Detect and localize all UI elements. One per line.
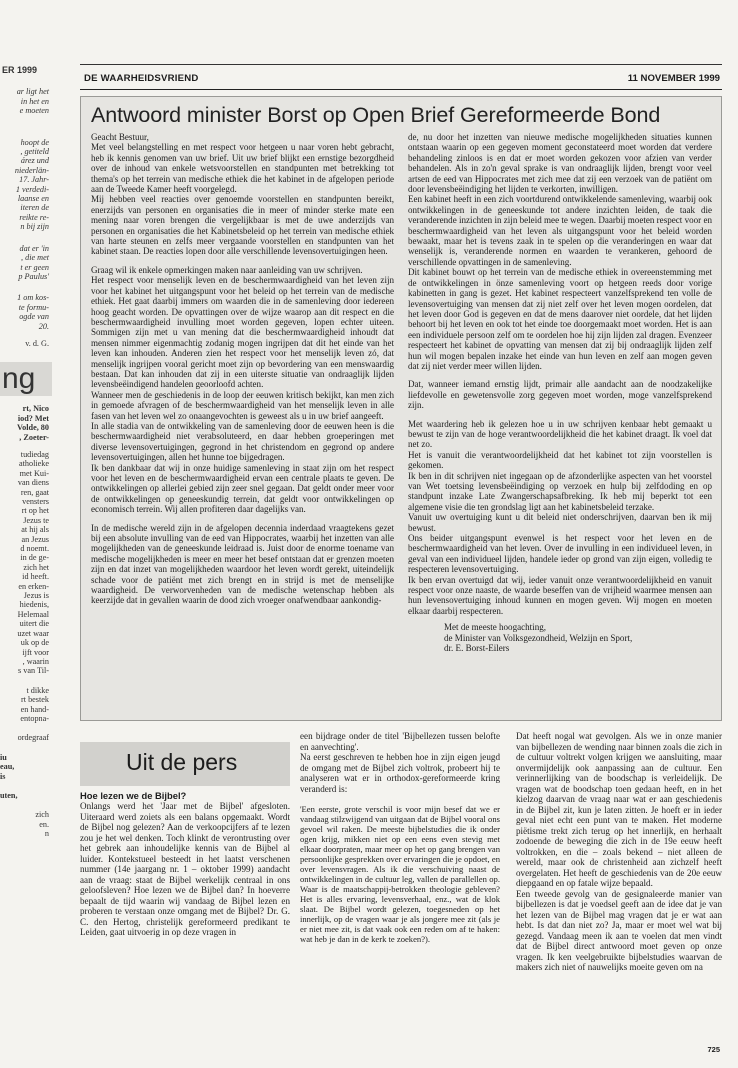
strip-block-e <box>0 404 52 442</box>
strip-line: iteren de <box>20 203 49 213</box>
strip-line: ren, gaat <box>20 487 49 497</box>
strip-line: dat er 'in <box>19 243 49 253</box>
strip-line: is <box>0 771 6 781</box>
signoff-line: dr. E. Borst-Eilers <box>444 643 510 654</box>
strip-block-c <box>0 244 52 282</box>
letter-article-box <box>80 96 722 721</box>
article-paragraph: de, nu door het inzetten van nieuwe medische mogelijkheden situaties kunnen ontstaan waarin op een gegeven moment geconstateerd moet worden dat verdere behandeling zinloos is en dat er moet worden gekozen voor afzien van verder behandelen. Als in zo'n geval sprake is van ondraaglijk lijden, brengt voor veel artsen de eed van Hippocrates met zich mee dat zij een verzoek van de patiënt om door levensbeëindiging het lijden te verkorten, inwilligen. Een kabinet heeft in een zich voortdurend ontwikkelende samenleving, waarbij ook ontwikkelingen in de geneeskunde tot andere inzichten leiden, de taak die veranderende inzichten in zijn beleid mee te wegen. Daarbij moeten respect voor en beschermwaardigheid van het leven als uitgangspunt voor het beleid worden bewaakt, maar het is tevens zaak in te spelen op die veranderingen en waar dat wenselijk is, veranderende normen en waarden te verankeren, gehoord de verschillende opvattingen in de samenleving. Dit kabinet bouwt op het terrein van de medische ethiek in overeenstemming met de ontwikkelingen in önze samenleving voort op hetgeen reeds door vorige kabinetten in gang is gezet. Het kabinet respecteert vanzelfsprekend ten volle de levensovertuiging van mensen dat zij niet zelf over het leven mogen oordelen, dat het leven door God is gegeven en dat de mens daarover niet oordele, dat het lijden behoort bij het leven en ook tot het einde toe doorgemaakt moet worden. Het is aan een individuele persoon zelf om te oordelen hoe hij zijn lijden zal dragen. Evenzeer respecteert het kabinet de opvatting van mensen dat zij bij ondraaglijk lijden zelf hun wil mogen bepalen inzake het einde van hun leven en zelf aan mogen geven dat zij niet verder meer willen lijden. <box>408 132 712 371</box>
pers-paragraph: Dat heeft nogal wat gevolgen. Als we in onze manier van bijbellezen de wending naar binnen zoals die zich in de cultuur voltrekt volgen krijgen we aansluiting, maar onvermijdelijk ook aanpassing aan de cultuur. Een verinnerlijking van de boodschap is verleidelijk. De vragen wat de boodschap toen gedaan heeft, en in het kielzog daarvan de vraag naar wat er aan geschiedenis in de Bijbel zit, kun je laten zitten. Je hoeft er in ieder geval niet echt een punt van te maken. Het moderne piëtisme trekt zich terug op het innerlijk, en herhaalt zodoende de beweging die zich in de 19e eeuw heeft voltrokken, en die – zoals bekend – niet alleen de wereld, maar ook de christenheid aan zichzelf heeft overgelaten. Het heeft de geschiedenis van de 20e eeuw diepgaand en op fatale wijze bepaald. Een tweede gevolg van de gesignaleerde manier van bijbellezen is dat je voedsel geeft aan de idee dat je van het lezen van de Bijbel mag vragen dat je er wat aan hebt. Is dat dan niet zo? Ja, maar er moet wel wat bij gezegd. Vandaag meen ik aan te voelen dat men vindt dat de Bijbel direct antwoord moet geven op onze vragen. Ik ken veelgebruikte bijbelstudies waarvan de makers zich niet of nauwelijks moeite geven om na <box>516 731 722 972</box>
strip-line: ijft voor <box>22 647 49 657</box>
pers-subhead: Hoe lezen we de Bijbel? <box>80 790 187 801</box>
strip-line: en erken- <box>18 581 49 591</box>
pers-column-3 <box>516 731 722 973</box>
strip-line: entopna- <box>20 713 49 723</box>
strip-line: , getiteld <box>20 147 49 157</box>
strip-line: an Jezus <box>21 534 49 544</box>
strip-line: in het en <box>20 96 49 106</box>
header-top-rule <box>80 64 722 65</box>
issue-date: 11 NOVEMBER 1999 <box>627 73 720 84</box>
strip-line: ar ligt het <box>16 87 49 97</box>
section-banner <box>80 742 290 786</box>
strip-line: zich het <box>23 562 49 572</box>
strip-line: uten, <box>0 790 18 800</box>
strip-line: t er geen <box>20 262 49 272</box>
strip-line: rt, Nico <box>22 404 49 414</box>
strip-line: Jezus te <box>23 515 49 525</box>
strip-block-j <box>0 791 52 800</box>
strip-line: reikte re- <box>19 212 49 222</box>
adjacent-page-strip <box>0 66 52 1016</box>
strip-line: d noemt. <box>20 544 49 554</box>
strip-header: ER 1999 <box>2 66 38 75</box>
strip-block-a <box>0 87 52 115</box>
strip-line: e moeten <box>19 106 49 116</box>
strip-line: id heeft. <box>22 572 49 582</box>
pers-paragraph: Onlangs werd het 'Jaar met de Bijbel' afgesloten. Uiteraard werd zoiets als een balans opgemaakt. Wordt de Bijbel nog gelezen? Aan de verkoopcijfers af te lezen zou je het wel denken. Toch klinkt de verontrusting over het gebrek aan inhoudelijke kennis van de Bijbel al luider. Kontekstueel besteedt in het laatst verschenen nummer (14e jaargang nr. 1 – oktober 1999) aandacht aan de vraag: staat de Bijbel werkelijk centraal in ons geloofsleven? Hoe lezen we de Bijbel dan? In hoeverre bepaalt de tijd waarin wij vandaag de Bijbel lezen en proberen te verstaan onze omgang met de Bijbel? Dr. G. C. den Hertog, christelijk gereformeerd predikant te Leiden, gaat uitvoerig in op deze vragen in <box>80 801 290 937</box>
strip-line: rt op het <box>21 506 49 516</box>
strip-line: s van Til- <box>18 666 49 676</box>
article-headline: Antwoord minister Borst op Open Brief Gereformeerde Bond <box>91 103 661 127</box>
strip-line: uk op de <box>20 638 49 648</box>
strip-line: hoopt de <box>20 137 49 147</box>
page-number: 725 <box>707 1045 720 1054</box>
strip-line: 1 om kos- <box>17 293 49 303</box>
strip-line: p Paulus' <box>18 271 49 281</box>
strip-big-heading: ng <box>0 362 52 396</box>
strip-line: rt bestek <box>21 695 49 705</box>
strip-block-h <box>0 733 52 742</box>
article-paragraph: Geacht Bestuur, Met veel belangstelling en met respect voor hetgeen u naar voren hebt gebracht, heb ik kennis genomen van uw brief. Uit uw brief blijkt een ernstige bezorgdheid over de inhoud van enkele wetsvoorstellen en standpunten met betrekking tot thema's op het terrein van medische ethiek die het kabinet in de afgelopen periode aan de Tweede Kamer heeft voorgelegd. Mij hebben veel reacties over genoemde voorstellen en standpunten bereikt, enerzijds van personen en organisaties die in meer of minder sterke mate een mening naar voren brengen die vergelijkbaar is met de uwe anderzijds van personen en organisaties die het Kabinetsbeleid op het terrein van medische ethiek van harte steunen en zelfs meer vergaande voorstellen en standpunten van het kabinet staan. De reacties lopen door alle verschillende levensovertuigingen heen. <box>91 132 394 257</box>
strip-line: n <box>44 829 49 839</box>
strip-line: iod? Met <box>17 413 49 423</box>
strip-line: ogde van <box>19 312 49 322</box>
strip-block-k <box>0 810 52 838</box>
strip-line: at hij als <box>21 525 49 535</box>
signoff-line: Met de meeste hoogachting, <box>444 622 546 633</box>
strip-line: eau, <box>0 762 15 772</box>
strip-line: 20. <box>38 321 49 331</box>
strip-line: niederlän- <box>14 165 49 175</box>
strip-block-g <box>0 686 52 724</box>
strip-line: árez und <box>20 156 49 166</box>
strip-line: vensters <box>22 497 49 506</box>
strip-signature: v. d. G. <box>25 338 49 348</box>
strip-line: , waarin <box>22 656 49 666</box>
strip-line: 1 verdedi- <box>15 184 49 194</box>
strip-line: van diens <box>17 478 49 488</box>
strip-line: in de ge- <box>20 553 49 563</box>
strip-line: , die met <box>21 253 49 263</box>
strip-line: te formu- <box>18 302 49 312</box>
article-paragraph: Dat, wanneer iemand ernstig lijdt, primair alle aandacht aan de noodzakelijke liefdevolle en gewetensvolle zorg gegeven moet worden, moge vanzelfsprekend zijn. <box>408 379 712 411</box>
strip-line: , Zoeter- <box>19 432 49 442</box>
strip-line: laanse en <box>17 194 49 204</box>
strip-line: n bij zijn <box>20 222 49 232</box>
strip-line: Volde, 80 <box>17 423 49 433</box>
strip-line: ordegraaf <box>17 733 49 743</box>
strip-line: tudiedag <box>20 449 49 459</box>
strip-line: hiedenis, <box>19 600 49 610</box>
strip-block-f <box>0 450 52 676</box>
article-column-1 <box>91 132 394 606</box>
page-header <box>80 72 722 86</box>
signoff-line: de Minister van Volksgezondheid, Welzijn en Sport, <box>444 632 633 643</box>
strip-line: iu <box>0 752 7 762</box>
pers-column-2 <box>300 731 500 944</box>
strip-block-d <box>0 293 52 331</box>
strip-line: met Kui- <box>19 468 49 478</box>
signoff <box>408 622 712 653</box>
strip-line: en hand- <box>20 704 49 714</box>
strip-line: 17. Jahr- <box>19 175 49 185</box>
strip-block-b <box>0 138 52 232</box>
article-paragraph: Graag wil ik enkele opmerkingen maken naar aanleiding van uw schrijven. Het respect voor menselijk leven en de beschermwaardigheid van het leven zijn voor het kabinet het uitgangspunt voor het beleid op het terrein van de medische ethiek. Het gaat daarbij immers om waarden die in de samenleving door iedereen hoog geacht worden. De opvattingen over de wijze waarop aan dit respect en die beschermwaardigheid invulling moet worden gegeven, lopen echter uiteen. Sommigen zijn met u van mening dat die beschermwaardigheid inhoudt dat mensen nimmer eigenmachtig zodanig mogen ingrijpen dat dit het einde van het leven kan inhouden. Anderen zien het respect voor het menselijk leven zó, dat menselijk ingrijpen vooral gericht moet zijn op bevordering van een menswaardig bestaan. Dat kan inhouden dat zij in een uiterste situatie van ondraaglijk lijden levensbeëindigend handelen geoorloofd achten. Wanneer men de geschiedenis in de loop der eeuwen kritisch bekijkt, kan men zich in gemoede afvragen of de beschermwaardigheid van het menselijk leven in alle fasen van het leven wel zo onaangevochten is geweest als u in uw brief aangeeft. In alle stadia van de ontwikkeling van de samenleving door de eeuwen heen is die beschermwaardigheid niet verabsoluteerd, en daar hebben groeperingen met diverse levensovertuigingen, gegrond in het christendom en gegrond op andere levensovertuigingen, allen het hunne toe bijgedragen. Ik ben dankbaar dat wij in onze huidige samenleving in staat zijn om het respect voor het leven en de beschermwaardigheid ervan een centrale plaats te geven. De ontwikkelingen op allerlei gebied zijn zeer snel gegaan. Dat geldt onder meer voor de ontwikkelingen op geneeskundig terrein, dat geldt voor ontwikkelingen op economisch terrein. Wij allen profiteren daar dagelijks van. <box>91 264 394 515</box>
strip-line: uzet waar <box>17 628 49 638</box>
section-title: Uit de pers <box>126 749 238 775</box>
strip-line: zich <box>35 810 49 820</box>
article-paragraph: Met waardering heb ik gelezen hoe u in uw schrijven kenbaar hebt gemaakt u bewust te zijn van de hoge verantwoordelijkheid die het kabinet draagt. Ik voel dat net zo. Het is vanuit die verantwoordelijkheid dat het kabinet tot zijn voorstellen is gekomen. Ik ben in dit schrijven niet ingegaan op de afzonderlijke aspecten van het voorstel van Wet toetsing levensbeëindiging op verzoek en hulp bij zelfdoding en op standpunt inzake Late Zwangerschapsafbreking. Ik heb mij beperkt tot een algemene visie die ten grondslag ligt aan het kabinetsbeleid terzake. Vanuit uw overtuiging kunt u dit beleid niet onderschrijven, daarvan ben ik mij bewust. Ons beider uitgangspunt evenwel is het respect voor het leven en de beschermwaardigheid van het leven. Over de invulling in een individueel leven, in geval van een individueel lijden, handele ieder op grond van zijn eigen, volledig te respecteren levensovertuiging. Ik ben ervan overtuigd dat wij, ieder vanuit onze verantwoordelijkheid en vanuit respect voor onze naaste, de waarde beseffen van de vrijheid waarmee mensen aan hun levensovertuiging inhoud kunnen en mogen geven. Wij mogen en moeten elkaar daarbij respecteren. <box>408 418 712 616</box>
header-rule <box>80 89 722 90</box>
pers-paragraph: een bijdrage onder de titel 'Bijbellezen tussen belofte en aanvechting'. Na eerst geschreven te hebben hoe in zijn eigen jeugd de omgang met de Bijbel zich voltrok, probeert hij te analyseren wat er in orthodox-gereformeerde kring veranderd is: <box>300 731 500 794</box>
article-paragraph: In de medische wereld zijn in de afgelopen decennia inderdaad vraagtekens gezet bij een absolute invulling van de eed van Hippocrates, waarbij het inzetten van alle mogelijkheden van de geneeskunde leidraad is. Juist door de enorme toename van medische mogelijkheden is meer en meer het besef ontstaan dat er grenzen moeten zijn en dat inzet van mogelijkheden waardoor het leven wordt gerekt, uiteindelijk schade voor de patiënt met zich brengt en in strijd is met de menselijke waardigheid. De verworvenheden van de medische wetenschap hebben als keerzijde dat in gevallen waarin de dood zich vroeger onafwendbaar aankondig- <box>91 522 394 606</box>
strip-line: atholieke <box>18 459 49 469</box>
article-column-2 <box>408 132 712 654</box>
pers-column-1 <box>80 790 290 938</box>
strip-block-i <box>0 753 52 781</box>
strip-line: Jezus is <box>23 591 49 601</box>
publication-name: DE WAARHEIDSVRIEND <box>84 73 199 84</box>
strip-line: Helemaal <box>17 609 49 619</box>
strip-line: uitert die <box>19 619 49 629</box>
strip-line: en. <box>39 819 49 829</box>
strip-line: t dikke <box>26 685 49 695</box>
pers-quote: 'Een eerste, grote verschil is voor mijn besef dat we er vandaag stilzwijgend van uitgaan dat de Bijbel vooral ons gevoel wil raken. De meeste bijbelstudies die ik onder ogen krijg, mikken niet op een eens even stevig met elkaar doorpraten, maar meer op het op gang brengen van persoonlijke gesprekken over ervaringen die je opdoet, en over levensvragen. Als ik die verschuiving naast de ontwikkelingen in de cultuur leg, vallen de parallellen op. Waar is de maatschappij-betrokken theologie gebleven? Het is alles ervaring, levensverhaal, enz., wat de klok slaat. De Bijbel wordt gelezen, toegesneden op het innerlijk, op de vragen waar je als jongere mee zit (als je er niet mee zit, is dat vaak ook een reden om af te haken: wat heb je dan in de kerk te zoeken?). <box>300 804 500 944</box>
